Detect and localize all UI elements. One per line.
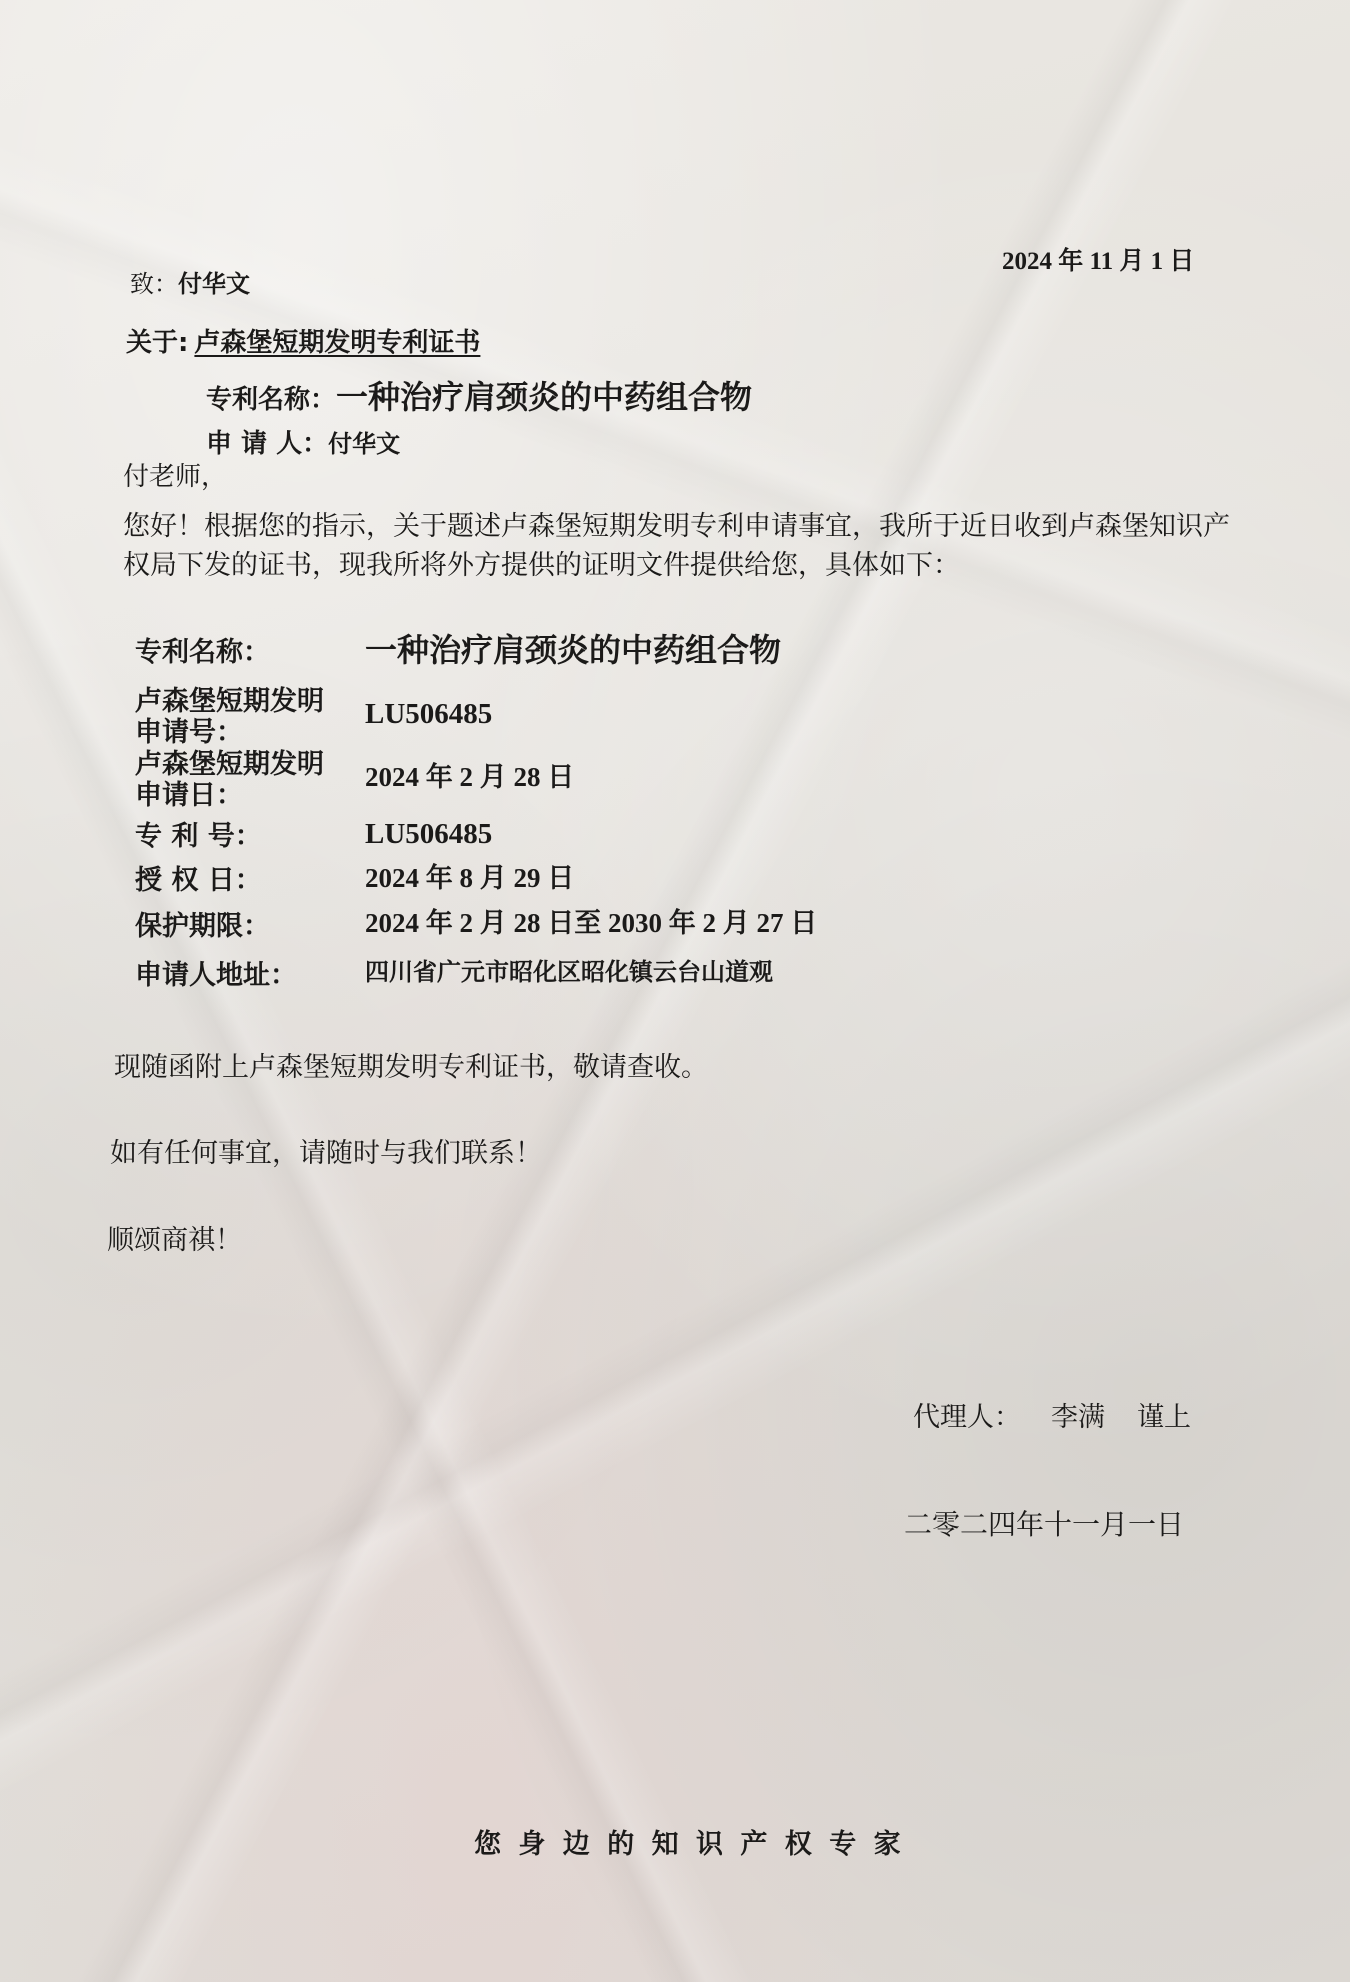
detail-label-patent-name: 专利名称： [135, 637, 270, 668]
regarding-subject: 卢森堡短期发明专利证书 [194, 328, 481, 358]
detail-value-grant-date: 2024 年 8 月 29 日 [365, 863, 575, 893]
recipient-line [130, 270, 250, 299]
patent-name-header [206, 378, 752, 416]
closing-line: 如有任何事宜，请随时与我们联系！ [110, 1138, 542, 1169]
detail-label-applicant-address: 申请人地址： [135, 960, 297, 991]
detail-label-patent-number: 专 利 号： [135, 821, 262, 852]
body-line: 权局下发的证书，现我所将外方提供的证明文件提供给您，具体如下： [123, 550, 960, 581]
agent-label: 代理人： [913, 1402, 1021, 1433]
sign-off: 谨上 [1137, 1402, 1191, 1433]
detail-value-applicant-address: 四川省广元市昭化区昭化镇云台山道观 [365, 958, 773, 986]
closing-line: 现随函附上卢森堡短期发明专利证书，敬请查收。 [114, 1052, 708, 1083]
signature-date: 二零二四年十一月一日 [904, 1508, 1185, 1541]
letter-date: 2024 年 11 月 1 日 [1002, 248, 1195, 275]
regarding-label: 关于: [126, 328, 189, 358]
body-line: 您好！根据您的指示，关于题述卢森堡短期发明专利申请事宜，我所于近日收到卢森堡知识产 [123, 511, 1230, 542]
detail-value-patent-name: 一种治疗肩颈炎的中药组合物 [365, 631, 782, 669]
salutation: 付老师， [123, 462, 228, 492]
patent-name-header-label: 专利名称： [206, 385, 337, 415]
detail-label-grant-date: 授 权 日： [135, 865, 262, 896]
detail-label-application-date-line2: 申请日： [135, 780, 243, 811]
regarding-line [126, 328, 480, 359]
recipient-name: 付华文 [178, 270, 250, 298]
applicant-header-label: 申 请 人： [206, 429, 329, 459]
applicant-header-value: 付华文 [328, 430, 401, 458]
detail-value-application-date: 2024 年 2 月 28 日 [365, 762, 575, 792]
footer-slogan: 您 身 边 的 知 识 产 权 专 家 [474, 1829, 905, 1860]
detail-label-protection-period: 保护期限： [135, 911, 270, 942]
detail-value-application-number: LU506485 [365, 698, 493, 730]
agent-name: 李满 [1051, 1402, 1105, 1433]
detail-value-patent-number: LU506485 [365, 818, 493, 850]
applicant-header [206, 429, 400, 460]
detail-label-application-date: 卢森堡短期发明 [135, 749, 324, 780]
recipient-label: 致： [130, 270, 178, 298]
patent-name-header-value: 一种治疗肩颈炎的中药组合物 [336, 378, 753, 416]
detail-value-protection-period: 2024 年 2 月 28 日至 2030 年 2 月 27 日 [365, 908, 818, 938]
signature-line [913, 1402, 1191, 1434]
detail-label-application-number-line2: 申请号： [135, 717, 243, 748]
closing-line: 顺颂商祺！ [107, 1225, 242, 1256]
detail-label-application-number: 卢森堡短期发明 [135, 686, 324, 717]
